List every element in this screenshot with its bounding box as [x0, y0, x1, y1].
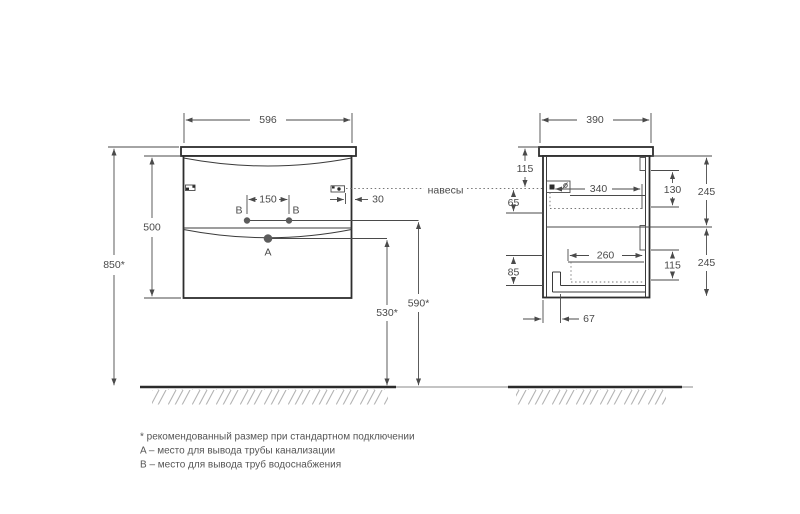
side-countertop	[539, 147, 653, 156]
dim-front-height	[143, 156, 181, 298]
dim-drain-height	[376, 240, 398, 385]
label-a: A	[264, 246, 272, 259]
hole-b-left	[244, 217, 250, 223]
dim-label-850: 850*	[103, 259, 125, 271]
dim-label-65: 65	[507, 197, 520, 209]
dim-label-340: 340	[589, 183, 608, 195]
footnote-b: B – место для вывода труб водоснабжения	[140, 459, 342, 471]
dim-top-to-hanger	[517, 147, 540, 187]
dim-label-150: 150	[259, 193, 277, 206]
dim-label-260: 260	[596, 249, 615, 262]
dim-label-115-bottom: 115	[664, 259, 681, 272]
dim-label-85: 85	[507, 266, 520, 279]
dim-hanger-drop	[506, 190, 543, 213]
dim-total-height	[103, 147, 179, 385]
dim-label-245-bottom: 245	[697, 257, 716, 269]
footnote-a: A – место для вывода трубы канализации	[140, 445, 336, 457]
dim-upper-drawer	[651, 156, 715, 225]
dim-label-530: 530*	[376, 307, 398, 319]
dim-supply-height	[408, 222, 430, 385]
ground	[140, 387, 693, 405]
dim-label-130: 130	[663, 184, 682, 196]
dim-label-30: 30	[372, 193, 384, 206]
dim-label-115-top: 115	[516, 163, 534, 175]
label-b-right: B	[292, 204, 300, 217]
dim-label-67: 67	[583, 313, 595, 325]
dim-label-596: 596	[259, 114, 277, 126]
ground-hatch-side	[516, 390, 666, 405]
footnotes	[140, 432, 415, 471]
footnote-asterisk: * рекомендованный размер при стандартном подключении	[140, 431, 415, 443]
dim-label-590: 590*	[407, 297, 430, 310]
label-b-left: B	[235, 204, 243, 217]
front-countertop	[181, 147, 356, 156]
hangers-label: навесы	[427, 184, 464, 197]
dim-pipe-offset	[523, 294, 595, 325]
side-view	[506, 113, 715, 325]
dim-label-500: 500	[143, 221, 161, 234]
hole-a	[264, 234, 273, 243]
hole-b-right	[286, 217, 292, 223]
dim-label-390: 390	[586, 114, 604, 126]
ground-hatch-front	[152, 390, 388, 405]
dim-lower-clearance	[651, 250, 681, 280]
front-view	[103, 113, 429, 385]
dim-bottom-offset	[506, 256, 543, 286]
dim-front-width	[184, 113, 352, 143]
dim-upper-clearance	[651, 171, 681, 208]
dim-depth	[540, 113, 651, 143]
dim-lower-drawer	[698, 229, 716, 296]
dim-label-245-top: 245	[697, 186, 716, 198]
front-cabinet-body	[184, 156, 352, 298]
